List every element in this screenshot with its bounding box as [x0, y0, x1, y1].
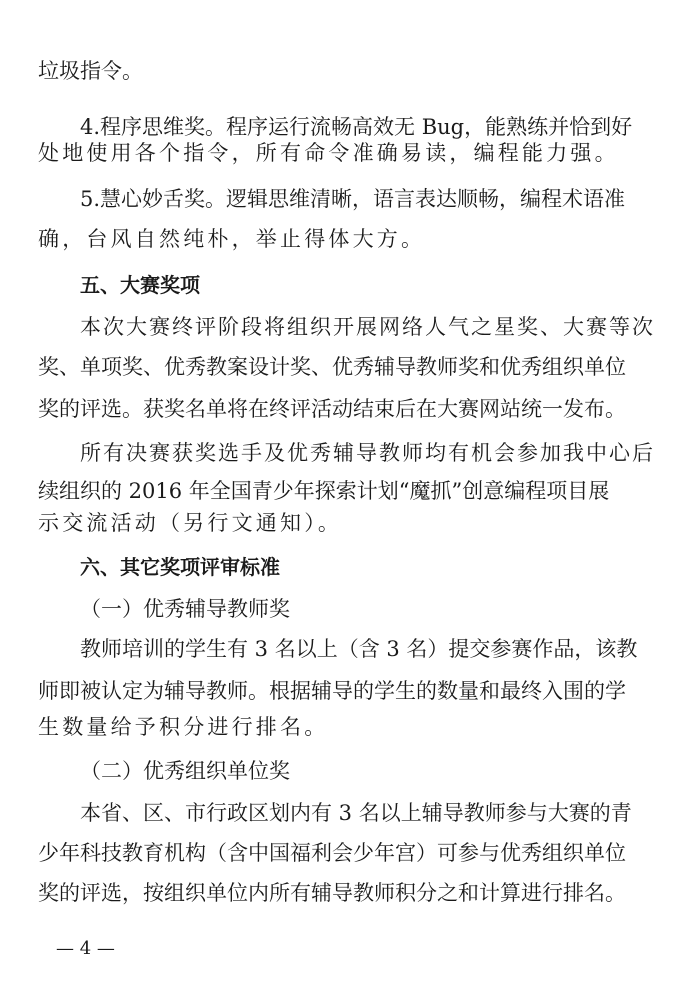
text-line: 所有决赛获奖选手及优秀辅导教师均有机会参加我中心后: [80, 441, 655, 465]
text-line: 确，台风自然纯朴，举止得体大方。: [38, 227, 426, 251]
text-line: 奖、单项奖、优秀教案设计奖、优秀辅导教师奖和优秀组织单位: [38, 355, 626, 379]
text-line: 少年科技教育机构（含中国福利会少年宫）可参与优秀组织单位: [38, 841, 626, 865]
subsection-heading: （二）优秀组织单位奖: [80, 759, 290, 783]
section-heading: 五、大赛奖项: [80, 273, 200, 297]
text-line: 奖的评选，按组织单位内所有辅导教师积分之和计算进行排名。: [38, 881, 626, 905]
text-line: 垃圾指令。: [38, 59, 143, 83]
page-number: — 4 —: [56, 938, 115, 959]
text-line: 本省、区、市行政区划内有 3 名以上辅导教师参与大赛的青: [80, 801, 632, 825]
text-line: 处地使用各个指令，所有命令准确易读，编程能力强。: [38, 141, 619, 165]
subsection-heading: （一）优秀辅导教师奖: [80, 597, 290, 621]
text-line: 本次大赛终评阶段将组织开展网络人气之星奖、大赛等次: [80, 315, 655, 339]
text-line: 示交流活动（另行文通知）。: [38, 511, 343, 535]
text-line: 奖的评选。获奖名单将在终评活动结束后在大赛网站统一发布。: [38, 397, 626, 421]
text-line: 教师培训的学生有 3 名以上（含 3 名）提交参赛作品，该教: [80, 637, 638, 661]
section-heading: 六、其它奖项评审标准: [80, 555, 280, 579]
text-line: 师即被认定为辅导教师。根据辅导的学生的数量和最终入围的学: [38, 679, 626, 703]
text-line: 5.慧心妙舌奖。逻辑思维清晰，语言表达顺畅，编程术语准: [80, 187, 626, 211]
text-line: 续组织的 2016 年全国青少年探索计划“魔抓”创意编程项目展: [38, 479, 610, 503]
text-line: 生数量给予积分进行排名。: [38, 715, 329, 739]
text-line: 4.程序思维奖。程序运行流畅高效无 Bug，能熟练并恰到好: [80, 115, 633, 139]
